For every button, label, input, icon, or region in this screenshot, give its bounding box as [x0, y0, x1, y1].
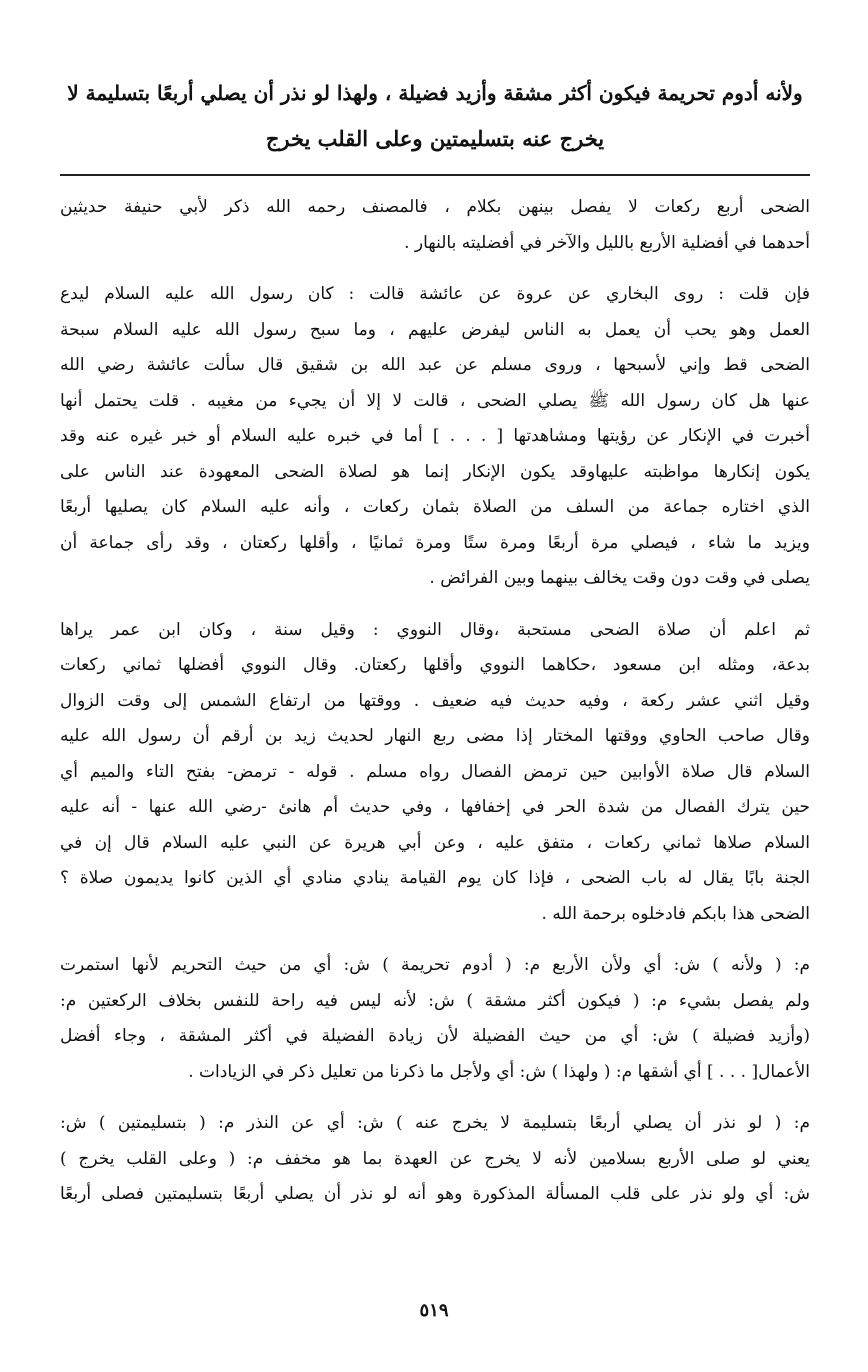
paragraph	[60, 1106, 810, 1213]
text-line: عنها هل كان رسول الله ﷺ يصلي الضحى ، قالت لا إلا أن يجيء من مغيبه . قلت يحتمل أنها	[60, 390, 810, 411]
header-divider	[60, 174, 810, 176]
paragraph	[60, 277, 810, 597]
page-number: ٥١٩	[419, 1300, 449, 1321]
text-line: بدعة، ومثله ابن مسعود ،حكاهما النووي وأقلها ركعتان. وقال النووي أفضلها ثماني ركعات	[60, 655, 810, 675]
text-line: السلام قال صلاة الأوابين حين ترمض الفصال رواه مسلم . قوله - ترمض- بفتح التاء والميم أي	[60, 761, 810, 782]
matn-header	[60, 70, 810, 162]
text-line: فإن قلت : روى البخاري عن عروة عن عائشة قالت : كان رسول الله عليه السلام ليدع	[60, 284, 810, 304]
text-line: وقال صاحب الحاوي ووقتها المختار إذا مضى ربع النهار لحديث زيد بن أرقم أن رسول الله عليه	[60, 726, 810, 746]
text-line: ش: أي ولو نذر على قلب المسألة المذكورة وهو أنه لو نذر أن يصلي أربعًا بتسليمتين فصلى أربعًا	[60, 1184, 810, 1204]
text-line: حين يترك الفصال من شدة الحر في إخفافها ، وفي حديث أم هانئ -رضي الله عنها - أنه عليه	[60, 797, 810, 817]
text-line: الذي اختاره جماعة من السلف من الصلاة بثمان ركعات ، وأنه عليه السلام كان يصليها أربعًا	[60, 497, 810, 517]
text-line: يكون إنكارها مواظبته عليهاوقد يكون الإنكار إنما هو لصلاة الضحى المعهودة عند الناس على	[60, 461, 810, 482]
commentary-body	[60, 190, 810, 1213]
text-line: يعني لو صلى الأربع بسلامين لأنه لا يخرج عن العهدة بما هو مخفف م: ( وعلى القلب يخرج )	[60, 1148, 810, 1169]
text-line: الضحى قط وإني لأسبحها ، وروى مسلم عن عبد الله بن شقيق قال سألت عائشة رضي الله	[60, 355, 810, 375]
text-line: يصلى في وقت دون وقت يخالف بينهما وبين الفرائض .	[429, 568, 810, 588]
text-line: العمل وهو يحب أن يعمل به الناس ليفرض عليهم ، وما سبح رسول الله عليه السلام سبحة	[60, 319, 810, 340]
header-line-1: ولأنه أدوم تحريمة فيكون أكثر مشقة وأزيد فضيلة ، ولهذا لو نذر أن يصلي أربعًا بتسليمة لا	[67, 81, 803, 105]
text-line: م: ( ولأنه ) ش: أي ولأن الأربع م: ( أدوم تحريمة ) ش: أي من حيث التحريم لأنها استمرت	[60, 955, 810, 975]
paragraph	[60, 613, 810, 933]
header-line-2: يخرج عنه بتسليمتين وعلى القلب يخرج	[265, 126, 605, 151]
text-line: الضحى هذا بابكم فادخلوه برحمة الله .	[541, 903, 810, 924]
text-line: الأعمال[ . . . ] أي أشقها م: ( ولهذا ) ش: أي ولأجل ما ذكرنا من تعليل ذكر في الزيادات .	[188, 1061, 810, 1082]
text-line: ويزيد ما شاء ، فيصلي مرة أربعًا ومرة ستًا ومرة ثمانيًا ، وأقلها ركعتان ، وقد رأى جماعة أن	[60, 532, 810, 553]
text-line: ثم اعلم أن صلاة الضحى مستحبة ،وقال النووي : وقيل سنة ، وكان ابن عمر يراها	[60, 619, 810, 640]
text-line: السلام صلاها ثماني ركعات ، متفق عليه ، وعن أبي هريرة عن النبي عليه السلام قال إن في	[60, 832, 810, 853]
text-line: الجنة بابًا يقال له باب الضحى ، فإذا كان يوم القيامة ينادي منادي أي الذين كانوا يديمون صلاة ؟	[60, 868, 810, 888]
text-line: م: ( لو نذر أن يصلي أربعًا بتسليمة لا يخرج عنه ) ش: أي عن النذر م: ( بتسليمتين ) ش:	[60, 1113, 810, 1133]
text-line: وقيل اثني عشر ركعة ، وفيه حديث فيه ضعيف . ووقتها من ارتفاع الشمس إلى وقت الزوال	[60, 690, 810, 711]
text-line: الضحى أربع ركعات لا يفصل بينهن بكلام ، فالمصنف رحمه الله ذكر لأبي حنيفة حديثين	[60, 197, 810, 217]
text-line: (وأزيد فضيلة ) ش: أي من حيث الفضيلة لأن زيادة الفضيلة في أكثر المشقة ، وجاء أفضل	[60, 1026, 810, 1046]
paragraph	[60, 948, 810, 1090]
text-line: أخبرت في الإنكار عن رؤيتها ومشاهدتها [ . . . ] أما في خبره عليه السلام أو خبر غيره عنه وقد	[60, 426, 810, 446]
paragraph	[60, 190, 810, 261]
text-line: ولم يفصل بشيء م: ( فيكون أكثر مشقة ) ش: لأنه ليس فيه راحة للنفس بخلاف الركعتين م:	[60, 990, 810, 1011]
text-line: أحدهما في أفضلية الأربع بالليل والآخر في أفضليته بالنهار .	[404, 232, 810, 253]
